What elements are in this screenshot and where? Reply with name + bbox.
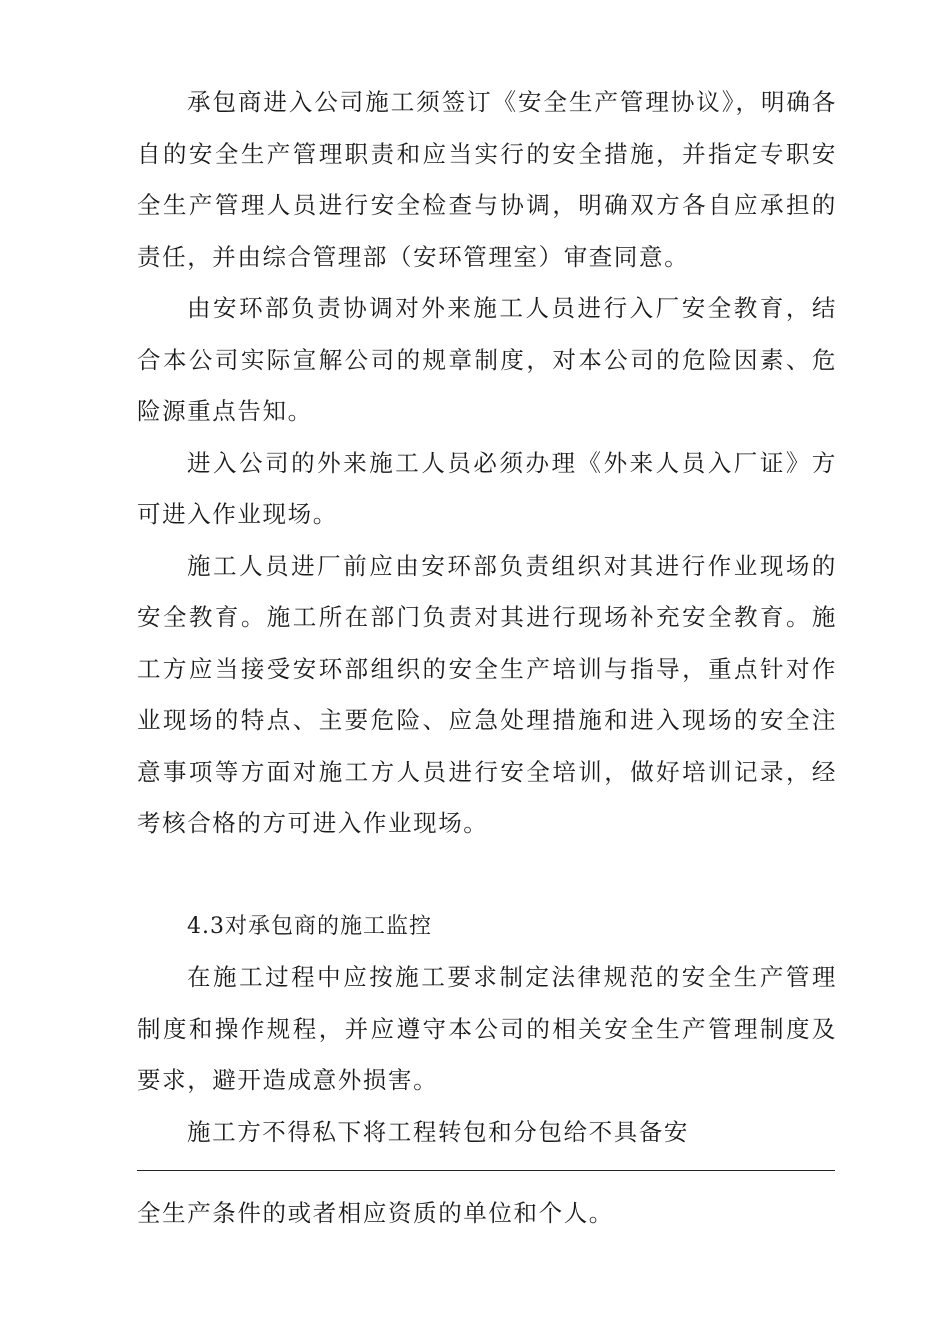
paragraph-site-training: 施工人员进厂前应由安环部负责组织对其进行作业现场的安全教育。施工所在部门负责对其进行现场补充安全教育。施工方应当接受安环部组织的安全生产培训与指导，重点针对作业现场的特点、主要危险、应急处理措施和进入现场的安全注意事项等方面对施工方人员进行安全培训，做好培训记录，经考核合格的方可进入作业现场。 bbox=[137, 551, 837, 837]
paragraph-safety-education: 由安环部负责协调对外来施工人员进行入厂安全教育，结合本公司实际宣解公司的规章制度，对本公司的危险因素、危险源重点告知。 bbox=[137, 294, 837, 425]
paragraph-spacer bbox=[137, 850, 837, 901]
paragraph-contract-agreement: 承包商进入公司施工须签订《安全生产管理协议》，明确各自的安全生产管理职责和应当实行的安全措施，并指定专职安全生产管理人员进行安全检查与协调，明确双方各自应承担的责任，并由综合管理部（安环管理室）审查同意。 bbox=[137, 88, 837, 271]
section-heading: 4.3对承包商的施工监控 bbox=[187, 913, 432, 939]
paragraph-subcontract-restriction: 施工方不得私下将工程转包和分包给不具备安 bbox=[187, 1117, 689, 1146]
footnote-divider bbox=[137, 1170, 835, 1171]
paragraph-entry-permit: 进入公司的外来施工人员必须办理《外来人员入厂证》方可进入作业现场。 bbox=[137, 448, 837, 528]
continuation-text: 全生产条件的或者相应资质的单位和个人。 bbox=[137, 1199, 614, 1227]
document-body bbox=[137, 77, 837, 1158]
paragraph-construction-rules: 在施工过程中应按施工要求制定法律规范的安全生产管理制度和操作规程，并应遵守本公司的相关安全生产管理制度及要求，避开造成意外损害。 bbox=[137, 963, 837, 1094]
